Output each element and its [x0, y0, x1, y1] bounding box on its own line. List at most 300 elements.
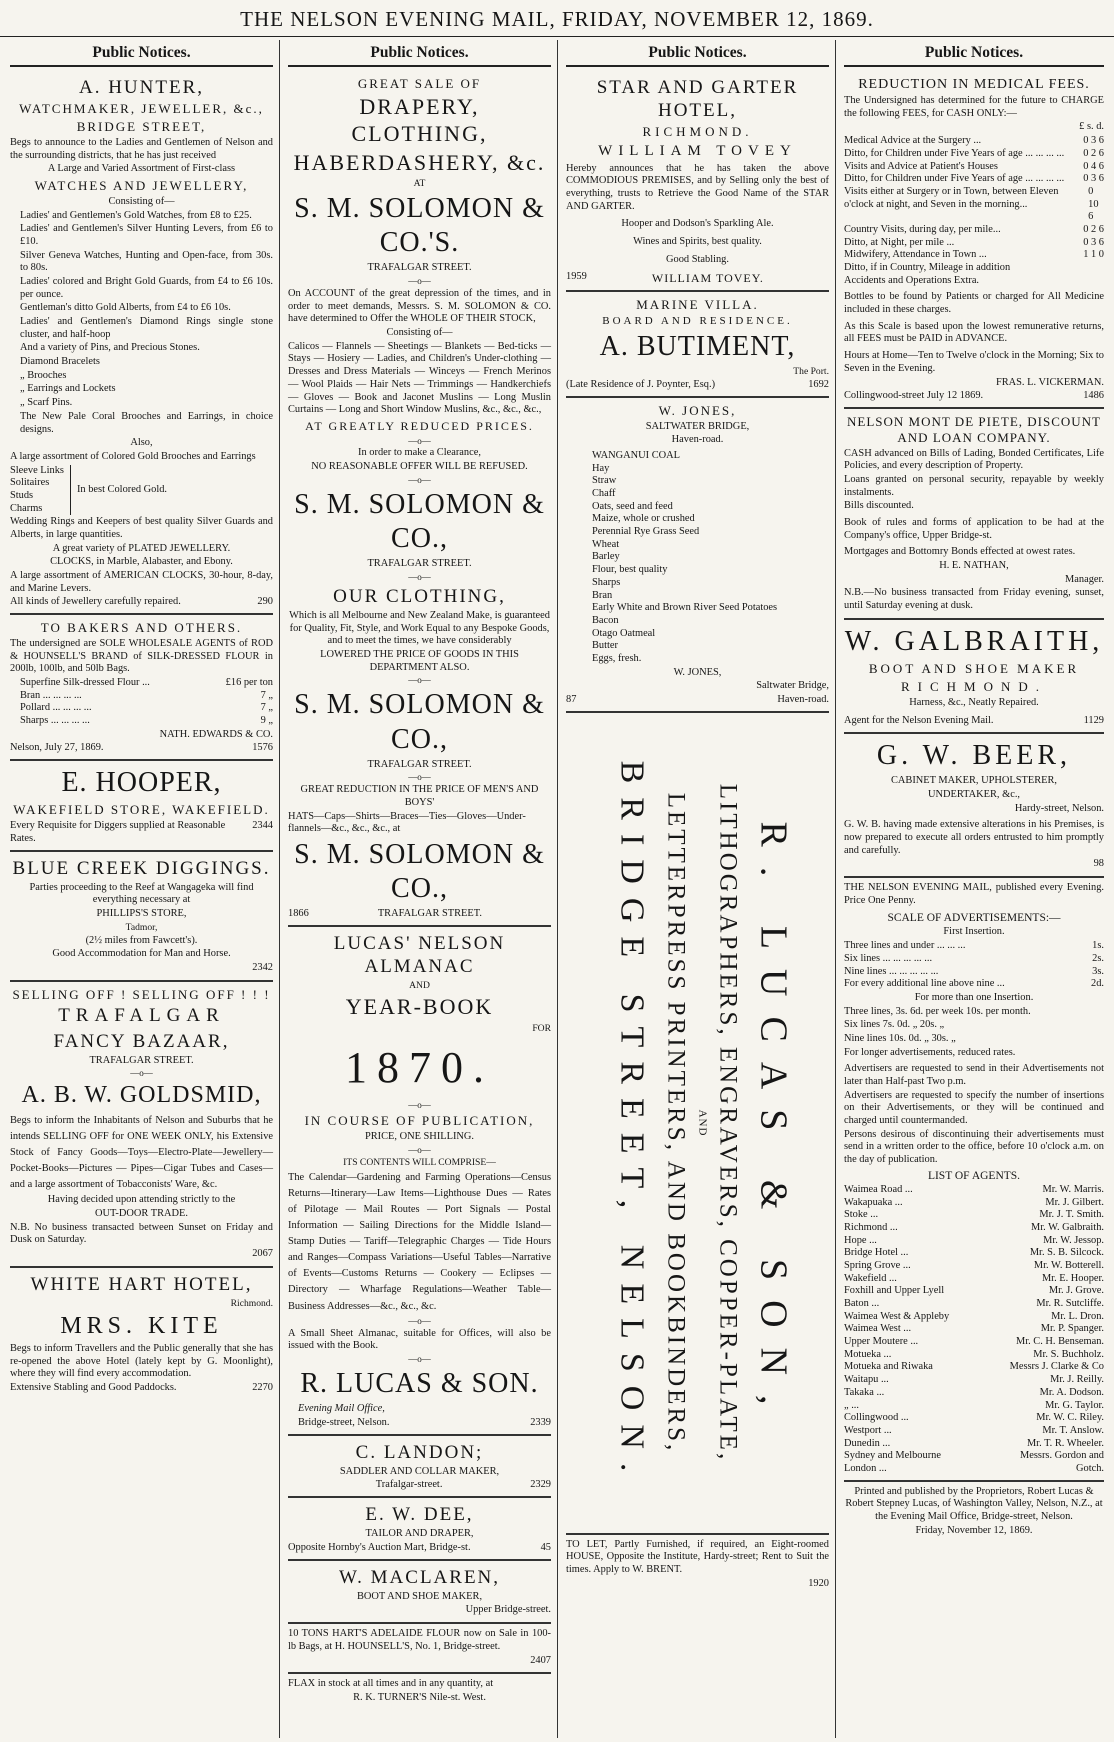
list-item: Ladies' colored and Bright Gold Guards, from £4 to £6 10s. per ounce. — [20, 275, 273, 300]
agent-place: Wakapuaka ... — [844, 1196, 903, 1208]
agent-row — [844, 1450, 1104, 1463]
fee-item: Visits either at Surgery or in Town, between Eleven o'clock at night, and Seven in the morning... — [844, 185, 1059, 210]
ad-text: SALTWATER BRIDGE, — [645, 420, 750, 432]
agents-list — [844, 1184, 1104, 1476]
agent-place: Hope ... — [844, 1234, 877, 1246]
ad-text: TO LET, Partly Furnished, if required, an Eight-roomed HOUSE, Opposite the Institute, Hardy-street; Rent to Suit the times. Apply to W. BRENT. — [566, 1538, 829, 1576]
ad-text: Wedding Rings and Keepers of best quality Silver Guards and Alberts, in large quantities. — [10, 516, 273, 540]
ad-signature: W. JONES, — [673, 666, 722, 678]
ad-title: BLUE CREEK DIGGINGS. — [12, 857, 271, 879]
ad-text: The undersigned are SOLE WHOLESALE AGENTS of ROD & HOUNSELL'S BRAND of SILK-DRESSED FLOUR in 200lb, 100lb, and 50lb Bags. — [10, 637, 273, 675]
ad-title: W. GALBRAITH, — [844, 625, 1104, 657]
ad-galbraith — [844, 620, 1104, 734]
ad-street: TRAFALGAR STREET. — [367, 758, 472, 770]
ad-text: FOR — [532, 1022, 551, 1034]
rate-value: 1s. — [1092, 940, 1104, 952]
ad-number: 2329 — [530, 1479, 551, 1491]
list-item: Maize, whole or crushed — [592, 513, 695, 525]
ad-number: 2342 — [252, 961, 273, 973]
price-row — [10, 677, 273, 690]
ad-hunter — [10, 71, 273, 615]
ad-text: N.B. No business transacted between Sunset on Friday and Dusk on Saturday. — [10, 1221, 273, 1246]
ad-street: TRAFALGAR STREET. — [377, 908, 482, 920]
ad-footer — [844, 390, 1104, 403]
rate-item: Three lines and under ... ... ... — [844, 940, 966, 952]
rotated-line: AND — [696, 1109, 709, 1137]
ad-number: 87 — [566, 694, 577, 706]
ad-text: A large assortment of AMERICAN CLOCKS, 30-hour, 8-day, and Marine Levers. — [10, 570, 273, 594]
ad-number: 1959 — [566, 271, 587, 283]
fee-value: 0 10 6 — [1088, 185, 1099, 223]
ad-name: A. BUTIMENT, — [599, 331, 796, 363]
ad-title: REDUCTION IN MEDICAL FEES. — [858, 77, 1090, 92]
ad-firm: S. M. SOLOMON & CO.'S. — [294, 193, 545, 259]
column-heading: Public Notices. — [10, 40, 273, 67]
agent-name: Messrs J. Clarke & Co — [1009, 1361, 1104, 1373]
agent-row — [844, 1323, 1104, 1336]
ad-street: TRAFALGAR STREET. — [89, 1054, 194, 1066]
fee-row — [844, 173, 1104, 186]
agent-name: Mr. L. Dron. — [1051, 1310, 1104, 1322]
list-item: Ladies' and Gentlemen's Gold Watches, from £8 to £25. — [20, 209, 252, 221]
fee-value: 1 1 0 — [1083, 249, 1104, 261]
list-item: Bran — [592, 589, 613, 601]
fee-item: Medical Advice at the Surgery ... — [844, 135, 982, 147]
list-item: Gentleman's ditto Gold Alberts, from £4 to £6 10s. — [20, 302, 231, 314]
ad-title: G. W. BEER, — [876, 740, 1072, 772]
agent-row — [844, 1387, 1104, 1400]
ad-text: A large assortment of Colored Gold Brooches and Earrings — [10, 450, 256, 462]
fee-row — [844, 224, 1104, 237]
ad-text: Also, — [130, 437, 153, 449]
fee-header: £ s. d. — [1079, 121, 1104, 133]
list-item: Silver Geneva Watches, Hunting and Open-face, from 30s. to 80s. — [20, 249, 273, 274]
agent-place: Sydney and Melbourne — [844, 1450, 941, 1462]
agent-name: Mr. W. Jessop. — [1043, 1234, 1104, 1246]
ad-signature: FRAS. L. VICKERMAN. — [995, 376, 1104, 388]
ad-number: 98 — [1093, 858, 1104, 870]
ad-evening-mail — [844, 878, 1104, 1542]
agent-row — [844, 1298, 1104, 1311]
price-item: Bran ... ... ... ... — [20, 689, 82, 701]
agent-name: Mr. A. Dodson. — [1039, 1386, 1104, 1398]
ad-firm: S. M. SOLOMON & CO., — [294, 839, 545, 905]
ad-text: Every Requisite for Diggers supplied at Reasonable Rates. — [10, 820, 226, 844]
rate-value: 3s. — [1092, 965, 1104, 977]
list-item: Flour, best quality — [592, 564, 668, 576]
imprint-text: Printed and published by the Proprietors, Robert Lucas & Robert Stepney Lucas, of Washington Valley, Nelson, N.Z., at the Evening Mail Office, Bridge-street, Nelson. — [845, 1485, 1103, 1523]
fee-value: 0 3 6 — [1083, 135, 1104, 147]
rate-row — [844, 953, 1104, 966]
ad-heading: OUR CLOTHING, — [333, 585, 506, 607]
ad-text: Mortgages and Bottomry Bonds effected at owest rates. — [844, 546, 1076, 558]
masthead: THE NELSON EVENING MAIL, FRIDAY, NOVEMBER 12, 1869. — [0, 0, 1114, 37]
ad-number: 1486 — [1083, 390, 1104, 402]
fee-row — [844, 135, 1104, 148]
agent-row — [844, 1260, 1104, 1273]
ad-place: The Port. — [793, 366, 829, 378]
agent-name: Mr. T. R. Wheeler. — [1026, 1437, 1104, 1449]
ad-subtitle: BOARD AND RESIDENCE. — [602, 314, 793, 327]
ad-subtitle: BOOT AND SHOE MAKER — [868, 661, 1080, 677]
ad-montdepiete — [844, 409, 1104, 620]
ad-landon — [288, 1436, 551, 1499]
list-item: Charms — [10, 502, 43, 514]
fee-row — [844, 161, 1104, 174]
column-heading: Public Notices. — [288, 40, 551, 67]
ad-text: CASH advanced on Bills of Lading, Bonded Certificates, Life Policies, and every description of Property. — [844, 447, 1104, 472]
ad-number: 45 — [540, 1541, 551, 1553]
ad-hooper — [10, 761, 273, 851]
rate-item: Nine lines ... ... ... ... ... — [844, 965, 939, 977]
agent-place: „ ... — [844, 1399, 860, 1411]
ad-text: UNDERTAKER, &c., — [927, 788, 1021, 800]
fee-row — [844, 262, 1104, 275]
ad-text: Opposite Hornby's Auction Mart, Bridge-st. — [288, 1541, 471, 1553]
divider: —o— — [408, 571, 431, 582]
ad-text: Harness, &c., Neatly Repaired. — [909, 696, 1039, 708]
ad-text: ITS CONTENTS WILL COMPRISE— — [343, 1156, 496, 1168]
ad-text: OUT-DOOR TRADE. — [95, 1208, 188, 1219]
ad-beer — [844, 734, 1104, 878]
list-item: Hay — [592, 462, 610, 474]
ad-place: Haven-road. — [777, 694, 829, 706]
agent-row — [844, 1209, 1104, 1222]
divider: —o— — [408, 675, 431, 686]
list-item: Otago Oatmeal — [592, 627, 656, 639]
ad-text: Extensive Stabling and Good Paddocks. — [10, 1381, 177, 1393]
ad-number: 2067 — [252, 1248, 273, 1260]
ad-footer — [566, 694, 829, 707]
ad-title: W. MACLAREN, — [338, 1566, 501, 1588]
agent-name: Mr. G. Taylor. — [1045, 1399, 1104, 1411]
agent-row — [844, 1273, 1104, 1286]
ad-text: Hooper and Dodson's Sparkling Ale. — [621, 218, 774, 230]
ad-stargarter — [566, 71, 829, 292]
agent-name: Mr. W. Marris. — [1042, 1183, 1104, 1195]
fee-row — [844, 249, 1104, 262]
ad-heading: AT GREATLY REDUCED PRICES. — [305, 418, 534, 433]
ad-text: In order to make a Clearance, — [358, 447, 481, 459]
ad-heading: LIST OF AGENTS. — [927, 1169, 1021, 1182]
rotated-text-block — [608, 723, 801, 1523]
ad-text: Begs to inform Travellers and the Public generally that she has re-opened the above Hotel (lately kept by G. Moonlight), where they will find every accommodation. — [10, 1342, 273, 1380]
agent-row — [844, 1400, 1104, 1413]
ad-firm: R. LUCAS & SON. — [300, 1367, 539, 1399]
agent-row — [844, 1311, 1104, 1324]
fee-value: 0 2 6 — [1083, 223, 1104, 235]
ad-year: 1870. — [345, 1042, 494, 1092]
agent-name: Mr. E. Hooper. — [1041, 1272, 1104, 1284]
agent-place: Motueka and Riwaka — [844, 1361, 933, 1373]
ad-text: First Insertion. — [943, 926, 1005, 938]
ad-place: RICHMOND. — [642, 124, 753, 140]
ad-number: 1920 — [808, 1577, 829, 1589]
ad-whitehart — [10, 1268, 273, 1399]
ad-text: Persons desirous of discontinuing their advertisements must send in a written order to the office, before 10 o'clock a.m. on the day of publication. — [844, 1128, 1104, 1166]
ad-text: The Undersigned has determined for the future to CHARGE the following FEES, for CASH ONLY:— — [844, 95, 1104, 119]
rate-line: Six lines 7s. 0d. „ 20s. „ — [844, 1019, 945, 1031]
agent-name: Mr. W. C. Riley. — [1036, 1412, 1104, 1424]
ad-text: Agent for the Nelson Evening Mail. — [844, 715, 994, 727]
ad-text: Good Stabling. — [666, 253, 729, 265]
ad-text: (2½ miles from Fawcett's). — [85, 934, 198, 946]
agent-row — [844, 1412, 1104, 1425]
list-item: Diamond Bracelets — [20, 356, 100, 368]
ad-almanac — [288, 927, 551, 1435]
list-item: Ladies' and Gentlemen's Diamond Rings single stone cluster, and half-hoop — [20, 316, 273, 340]
ad-name: WILLIAM TOVEY — [598, 143, 797, 160]
fee-item: Midwifery, Attendance in Town ... — [844, 249, 987, 261]
ad-subtitle: WATCHMAKER, JEWELLER, &c., — [19, 101, 264, 117]
ad-maclaren — [288, 1561, 551, 1625]
price-value: £16 per ton — [225, 677, 273, 689]
list-item: The New Pale Coral Brooches and Earrings, in choice designs. — [20, 410, 273, 435]
ad-text: A Large and Varied Assortment of First-class — [47, 163, 236, 175]
ad-bluecreek — [10, 852, 273, 982]
ad-number: 290 — [257, 596, 273, 608]
price-value: 9 „ — [260, 715, 273, 727]
fee-row — [844, 148, 1104, 161]
column-heading: Public Notices. — [566, 40, 829, 67]
fee-item: Country Visits, during day, per mile... — [844, 223, 1001, 235]
agent-place: Waimea West ... — [844, 1323, 912, 1335]
agent-row — [844, 1349, 1104, 1362]
agent-name: Mr. J. Gilbert. — [1045, 1196, 1104, 1208]
rate-item: Six lines ... ... ... ... ... — [844, 952, 933, 964]
fee-row — [844, 186, 1104, 224]
ad-heading: FANCY BAZAAR, — [53, 1030, 230, 1052]
ad-text: Begs to announce to the Ladies and Gentlemen of Nelson and the surrounding districts, that he has just received — [10, 136, 273, 161]
ad-street: Bridge-street, Nelson. — [298, 1416, 390, 1428]
ad-title: E. HOOPER, — [61, 767, 222, 799]
agent-place: Dunedin ... — [844, 1437, 891, 1449]
ad-text: Advertisers are requested to specify the number of insertions on their Advertisements, or they will be continued and charged until countermanded. — [844, 1089, 1104, 1127]
ad-text: Wines and Spirits, best quality. — [633, 235, 762, 247]
list-item: Oats, seed and feed — [592, 500, 673, 512]
ad-title: TO BAKERS AND OTHERS. — [40, 620, 243, 636]
ad-footer — [566, 271, 829, 286]
agent-name: Mr. S. B. Silcock. — [1029, 1247, 1104, 1259]
rotated-line: R. LUCAS & SON, — [752, 821, 795, 1425]
ad-footer — [10, 742, 273, 755]
agent-place: Foxhill and Upper Lyell — [844, 1285, 945, 1297]
ad-text: For more than one Insertion. — [914, 991, 1034, 1003]
ad-date: Collingwood-street July 12 1869. — [844, 390, 984, 402]
brace-label: In best Colored Gold. — [76, 483, 168, 495]
fee-item: Accidents and Operations Extra. — [844, 274, 980, 286]
rate-row — [844, 978, 1104, 991]
agent-place: Upper Moutere ... — [844, 1336, 919, 1348]
ad-footer — [288, 1542, 551, 1555]
ad-text: Loans granted on personal security, repayable by weekly instalments. — [844, 473, 1104, 498]
ad-place: Saltwater Bridge, — [756, 680, 829, 692]
ad-text: G. W. B. having made extensive alterations in his Premises, is now prepared to execute all orders entrusted to him promptly and carefully. — [844, 819, 1104, 856]
price-row — [10, 690, 273, 703]
agent-name: Mr. T. Anslow. — [1042, 1424, 1104, 1436]
agent-name: Mr. W. Galbraith. — [1030, 1221, 1104, 1233]
ad-signature: NATH. EDWARDS & CO. — [159, 728, 273, 740]
list-item: Studs — [10, 489, 34, 501]
fee-value: 0 2 6 — [1083, 147, 1104, 159]
agent-row — [844, 1222, 1104, 1235]
ad-text: Bottles to be found by Patients or charged for All Medicine included in these charges. — [844, 291, 1104, 316]
rotated-line: BRIDGE STREET, NELSON. — [613, 760, 651, 1486]
divider: —o— — [408, 1144, 431, 1155]
ad-title: HABERDASHERY, &c. — [293, 149, 546, 175]
product-list — [566, 450, 829, 666]
fee-row — [844, 237, 1104, 250]
ad-number: 1129 — [1083, 715, 1104, 727]
ad-heading: IN COURSE OF PUBLICATION, — [304, 1113, 535, 1129]
ad-subtitle: WAKEFIELD STORE, WAKEFIELD. — [13, 802, 270, 818]
agent-row — [844, 1235, 1104, 1248]
agent-place: Waimea West & Appleby — [844, 1310, 950, 1322]
agent-name: Mr. J. T. Smith. — [1039, 1209, 1104, 1221]
price-item: Pollard ... ... ... ... — [20, 702, 92, 714]
price-row — [10, 715, 273, 728]
agent-name: Mr. P. Spanger. — [1040, 1323, 1104, 1335]
fee-item: Ditto, if in Country, Mileage in addition — [844, 262, 1011, 274]
ad-street: BRIDGE STREET, — [76, 119, 207, 135]
ad-text: Book of rules and forms of application to be had at the Company's office, Upper Bridge-st. — [844, 517, 1104, 541]
ad-title: YEAR-BOOK — [345, 994, 494, 1020]
ad-street: Hardy-street, Nelson. — [1014, 802, 1104, 814]
ad-text: Advertisers are requested to send in their Advertisements not later than Half-past Two p.m. — [844, 1063, 1104, 1088]
ad-text: AND — [409, 980, 430, 992]
list-item: Chaff — [592, 488, 616, 500]
ad-text: Good Accommodation for Man and Horse. — [52, 948, 231, 960]
agent-place: Stoke ... — [844, 1209, 879, 1221]
rate-line: Nine lines 10s. 0d. „ 30s. „ — [844, 1032, 956, 1044]
divider: —o— — [408, 772, 431, 783]
ad-text: Hours at Home—Ten to Twelve o'clock in the Morning; Six to Seven in the Evening. — [844, 350, 1104, 374]
ad-title: LUCAS' NELSON ALMANAC — [333, 933, 506, 978]
ad-text: On ACCOUNT of the great depression of the times, and in order to meet demands, Messrs. S. M. SOLOMON & CO. have determined to Offer the WHOLE OF THEIR STOCK, — [288, 288, 551, 325]
ad-title: WHITE HART HOTEL, — [30, 1273, 253, 1295]
agent-row — [844, 1184, 1104, 1197]
ad-lucas-printers — [566, 713, 829, 1535]
ad-street: TRAFALGAR STREET. — [367, 262, 472, 274]
list-item: Sleeve Links — [10, 464, 64, 476]
agent-row — [844, 1438, 1104, 1451]
agent-name: Mr. J. Reilly. — [1050, 1374, 1104, 1386]
ad-title: THE NELSON EVENING MAIL, published every Evening. Price One Penny. — [844, 882, 1104, 906]
list-item: Barley — [592, 551, 620, 563]
ad-text: GREAT SALE OF — [357, 76, 482, 91]
ad-title: E. W. DEE, — [365, 1504, 474, 1526]
rate-value: 2d. — [1091, 978, 1104, 990]
agent-name: Messrs. Gordon and — [1020, 1450, 1104, 1462]
ad-footer — [10, 596, 273, 609]
ad-place: Richmond. — [230, 1297, 273, 1309]
ad-text: LOWERED THE PRICE OF GOODS IN THIS DEPARTMENT ALSO. — [320, 649, 519, 673]
fee-item: Ditto, at Night, per mile ... — [844, 236, 955, 248]
agent-name: Gotch. — [1076, 1462, 1104, 1474]
list-item: Wheat — [592, 538, 620, 550]
ad-flax — [288, 1674, 551, 1709]
ad-drapery — [288, 71, 551, 927]
agent-row — [844, 1374, 1104, 1387]
rotated-line: LETTERPRESS PRINTERS, AND BOOKBINDERS, — [662, 792, 690, 1454]
divider: —o— — [408, 474, 431, 485]
agent-place: Westport ... — [844, 1424, 892, 1436]
ad-title: C. LANDON; — [355, 1441, 484, 1463]
divider: —o— — [408, 1100, 431, 1111]
ad-text: Which is all Melbourne and New Zealand Make, is guaranteed for Quality, Fit, Style, and Work Equal to any Bespoke Goods, and to meet the times, we have considerably — [289, 609, 550, 647]
ad-text: CABINET MAKER, UPHOLSTERER, — [890, 775, 1058, 787]
agent-name: Mr. J. Grove. — [1048, 1285, 1104, 1297]
ad-title: SELLING OFF ! SELLING OFF ! ! ! — [12, 986, 271, 1002]
ad-text: SADDLER AND COLLAR MAKER, — [339, 1465, 500, 1477]
ad-text: PHILLIPS'S STORE, — [96, 908, 187, 920]
divider: —o— — [408, 1315, 431, 1326]
ad-footer — [288, 1417, 551, 1430]
ad-title: DRAPERY, CLOTHING, — [351, 93, 488, 146]
rate-row — [844, 966, 1104, 979]
ad-text: 10 TONS HART'S ADELAIDE FLOUR now on Sale in 100-lb Bags, at H. HOUNSELL'S, No. 1, Bridge-street. — [288, 1628, 551, 1652]
ad-text: All kinds of Jewellery carefully repaired. — [10, 596, 181, 608]
list-item: Perennial Rye Grass Seed — [592, 526, 700, 538]
ad-heading: TRAFALGAR — [58, 1005, 225, 1027]
columns — [4, 40, 1110, 1740]
agent-name: Mr. R. Sutcliffe. — [1036, 1298, 1104, 1310]
ad-text: As this Scale is based upon the lowest remunerative returns, all FEES must be PAID in ADVANCE. — [844, 320, 1104, 345]
ad-name: MRS. KITE — [60, 1312, 223, 1339]
list-item: „ Earrings and Lockets — [20, 383, 116, 395]
agent-name: Mr. C. H. Benseman. — [1015, 1336, 1104, 1348]
ad-text: Hereby announces that he has taken the above COMMODIOUS PREMISES, and by Selling only the best of everything, trusts to Retrieve the Good Name of the STAR AND GARTER. — [566, 162, 829, 212]
price-value: 7 „ — [260, 702, 273, 714]
ad-text: CLOCKS, in Marble, Alabaster, and Ebony. — [50, 556, 233, 568]
ad-heading: SCALE OF ADVERTISEMENTS:— — [887, 912, 1061, 925]
ad-text: AT — [413, 178, 426, 190]
agent-row — [844, 1361, 1104, 1374]
ad-number: 1866 — [288, 908, 309, 920]
ad-jones — [566, 398, 829, 713]
ad-signature: H. E. NATHAN, — [939, 560, 1009, 572]
ad-text: The Calendar—Gardening and Farming Operations—Census Returns—Itinerary—Law Items—Lighthouse Dues — Rates of Pilotage — Mail Routes — Port Signals — Postal Information — Sailing Directions for the Middle Island—Stamp Duties — Tariff—Telegraphic Charges — Tide Hours and Ranges—Compass Variations—Useful Tables—Narrative of Events—Customs Returns — Cookery — Eclipses — Directory — Wharfage Regulations—Weather Table—Business Addresses—&c., &c., &c. — [288, 1171, 551, 1312]
list-item: And a variety of Pins, and Precious Stones. — [20, 342, 200, 354]
fee-value: 0 3 6 — [1083, 236, 1104, 248]
ad-firm: S. M. SOLOMON & CO., — [294, 488, 545, 554]
fee-value: 0 3 6 — [1083, 173, 1104, 185]
ad-text: Haven-road. — [671, 434, 724, 446]
rate-item: For every additional line above nine ... — [844, 978, 1005, 990]
ad-marine — [566, 292, 829, 398]
ad-text: Consisting of— — [386, 327, 453, 339]
ad-text: Evening Mail Office, — [298, 1403, 385, 1415]
rotated-line: LITHOGRAPHERS, ENGRAVERS, COPPER-PLATE, — [714, 783, 742, 1462]
ad-title: A. HUNTER, — [78, 77, 205, 98]
list-item: Ladies' and Gentlemen's Silver Hunting Levers, from £6 to £10. — [20, 223, 273, 247]
ad-text: (Late Residence of J. Poynter, Esq.) — [566, 379, 716, 391]
divider: —o— — [130, 1068, 153, 1079]
list-item: Eggs, fresh. — [592, 652, 642, 664]
ad-text: Consisting of— — [108, 195, 175, 207]
ad-number: 1576 — [252, 742, 273, 754]
ad-text: For longer advertisements, reduced rates. — [844, 1046, 1016, 1058]
ad-heading: WATCHES AND JEWELLERY, — [34, 177, 249, 193]
list-item: Sharps — [592, 576, 621, 588]
ad-text: Parties proceeding to the Reef at Wangageka will find everything necessary at — [29, 881, 254, 906]
agent-place: Waimea Road ... — [844, 1183, 913, 1195]
ad-hart — [288, 1624, 551, 1674]
divider: —o— — [408, 276, 431, 287]
agent-place: Takaka ... — [844, 1386, 885, 1398]
ad-text: Calicos — Flannels — Sheetings — Blankets — Bed-ticks — Stays — Hosiery — Ladies, and Children's Under-clothing — Dresses and Dress Materials — Winceys — French Merinos — Wool Plaids — Hair Nets — Trimmings — Handkerchiefs — Gloves — Book and Jaconet Muslins — Long Muslin Curtains — Long and Short Window Muslins, &c., &c., &c., — [288, 340, 551, 416]
ad-text: A Small Sheet Almanac, suitable for Offices, will also be issued with the Book. — [288, 1327, 551, 1352]
